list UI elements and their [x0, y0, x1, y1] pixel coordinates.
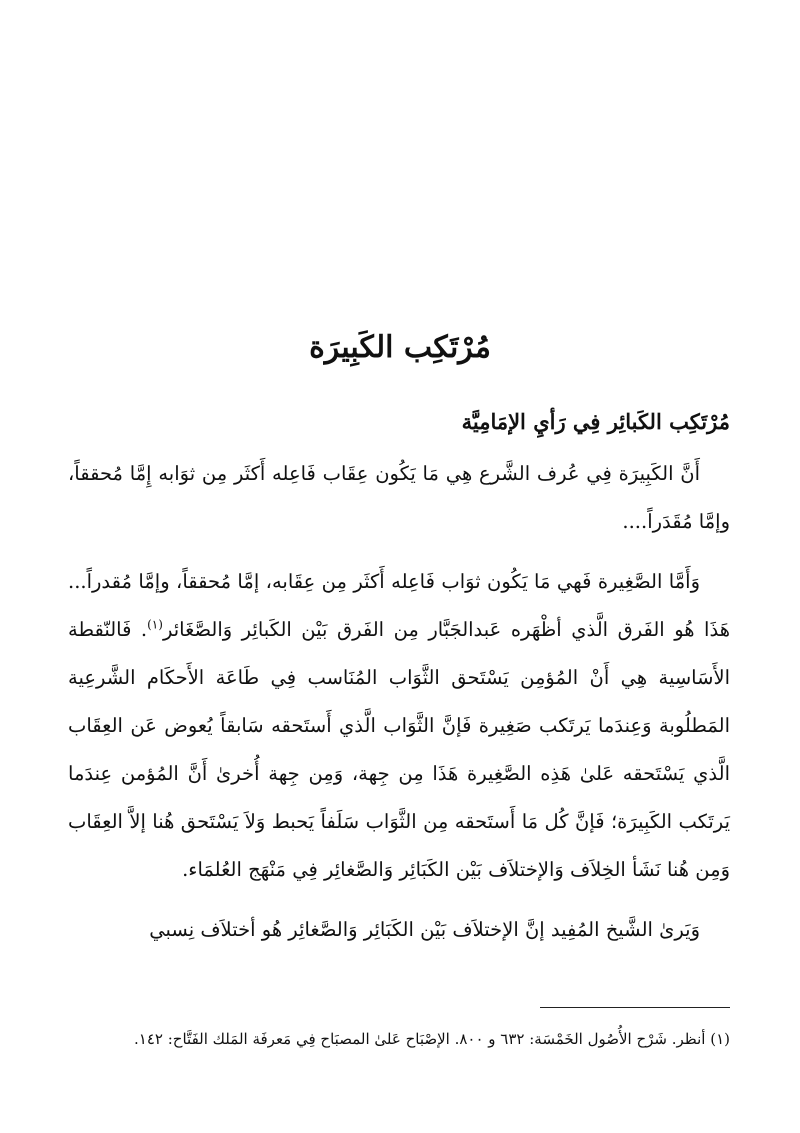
- paragraph-2-text: وَأَمَّا الصَّغِيرة فَهي مَا يَكُون ثوَاب فَاعِله أَكثَر مِن عِقَابه، إمَّا مُحققاً، وإمَّا مُقدراً... هَذَا هُو الفَرق الَّذي أظْهَره عَبدالجَبَّار مِن الفَرق بَيْن الكَبائِر وَالصَّغَائر: [68, 570, 730, 641]
- footnote-marker: (١): [710, 1030, 730, 1048]
- page-title: مُرْتَكِب الكَبِيرَة: [309, 330, 491, 365]
- body-text: [68, 450, 730, 966]
- footnote-reference[interactable]: (١): [147, 617, 163, 632]
- paragraph-2-continuation: . فَالنّقطة الأَسَاسِية هِي أَنْ المُؤمِن يَسْتَحق الثَّوَاب المُنَاسب فِي طَاعَة الأَحكَام الشَّرعِية المَطلُوبة وَعِندَما يَرتَكب صَغِيرة فَإنَّ الثَّوَاب الَّذي أَستَحقه سَابقاً يُعوض عَن العِقَاب الَّذي يَسْتَحقه عَلىٰ هَذِه الصَّغِيرة هَذَا مِن جِهة، وَمِن جِهة أُخرىٰ أَنَّ المُؤمن عِندَما يَرتَكب الكَبِيرَة؛ فَإنَّ كُل مَا أَستَحقه مِن الثَّوَاب سَلَفاً يَحبط وَلاَ يَسْتَحق هُنا إلاَّ العِقَاب وَمِن هُنا نَشَأ الخِلاَف وَالإختلاَف بَيْن الكَبَائِر وَالصَّغائِر فِي مَنْهَج العُلمَاء.: [68, 618, 730, 881]
- paragraph-3: [68, 906, 730, 954]
- paragraph-3-text: وَيَرىٰ الشَّيخ المُفِيد إنَّ الإختلاَف بَيْن الكَبَائِر وَالصَّغائِر هُو أختلاَف نِسبي: [149, 918, 700, 941]
- footnote-divider: [540, 1007, 730, 1008]
- paragraph-2: [68, 558, 730, 894]
- footnote: [68, 1022, 730, 1056]
- paragraph-1: [68, 450, 730, 546]
- paragraph-1-text: أَنَّ الكَبِيرَة فِي عُرف الشَّرع هِي مَا يَكُون عِقَاب فَاعِله أَكثَر مِن ثوَابه إِمَّا مُحققاً، وإمَّا مُقَدَراً....: [68, 462, 730, 533]
- footnote-text: أنظر. شَرْح الأُصُول الخَمْسَة: ٦٣٢ و ٨٠٠. الإصْبَاح عَلىٰ المصبَاح فِي مَعرفَة المَلك الفَتَّاح: ١٤٢.: [134, 1030, 706, 1048]
- section-heading: مُرْتَكِب الكَبائِر فِي رَأيِ الإمَامِيَّة: [461, 409, 730, 434]
